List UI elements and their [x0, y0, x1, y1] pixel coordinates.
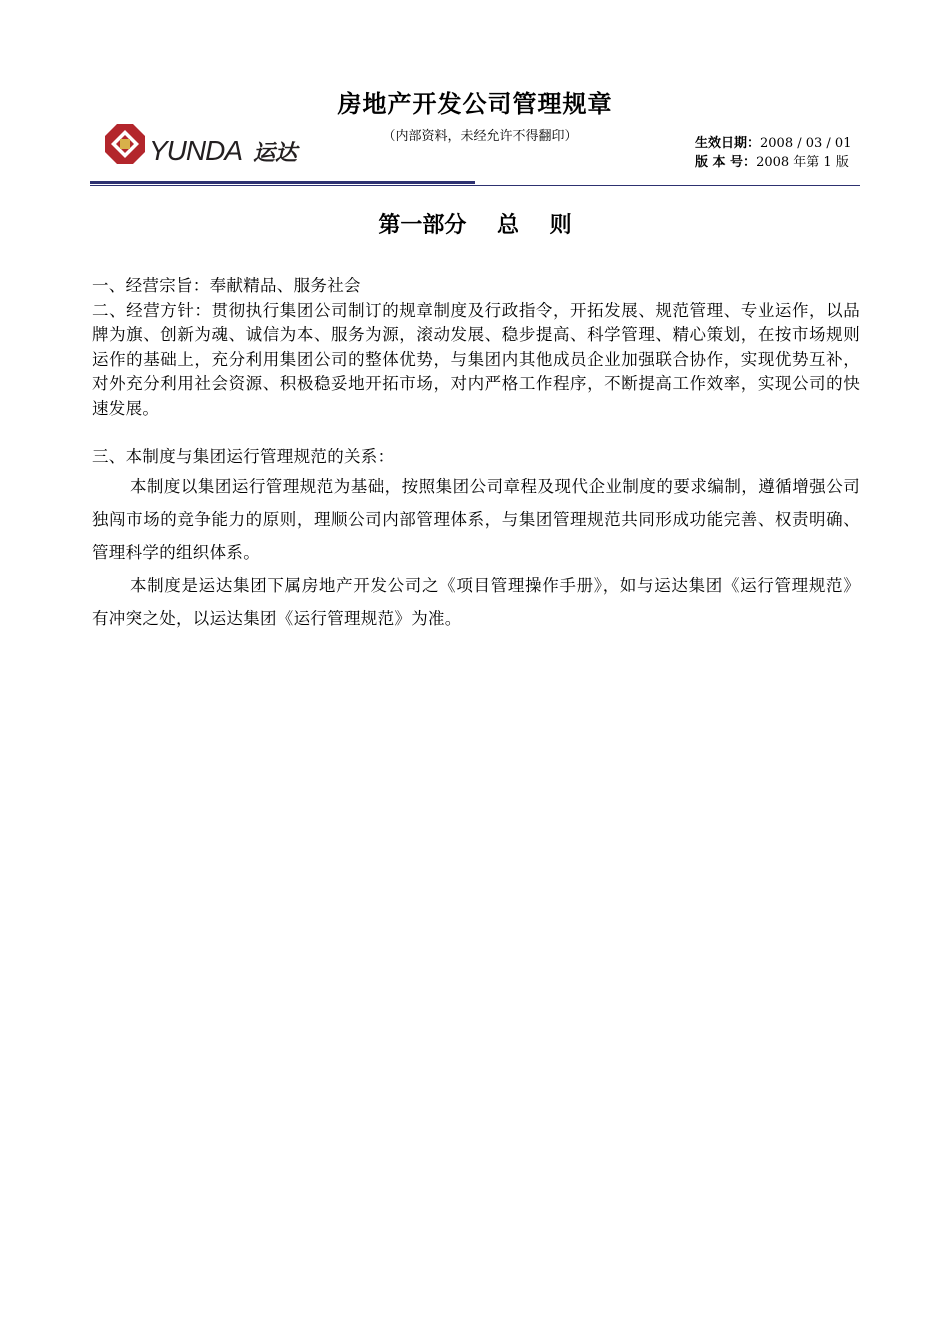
- svg-text:运达: 运达: [253, 141, 298, 166]
- svg-text:YUNDA: YUNDA: [149, 135, 243, 166]
- header-rule-thin: [90, 185, 860, 186]
- paragraph-relationship-heading: 三、本制度与集团运行管理规范的关系：: [92, 447, 395, 466]
- paragraph-business-purpose: 一、经营宗旨：奉献精品、服务社会: [92, 276, 361, 295]
- paragraph-precedence: 本制度是运达集团下属房地产开发公司之《项目管理操作手册》，如与运达集团《运行管理规范》有冲突之处，以运达集团《运行管理规范》为准。: [92, 575, 860, 628]
- document-subtitle: （内部资料，未经允许不得翻印）: [382, 129, 578, 144]
- section-title: 第一部分 总 则: [378, 213, 572, 238]
- version-row: [695, 153, 851, 172]
- document-body: [92, 274, 860, 635]
- effective-date-value: 2008 / 03 / 01: [760, 136, 852, 151]
- document-meta: [695, 134, 851, 172]
- yunda-logo: [103, 122, 313, 172]
- effective-date-row: [695, 134, 851, 153]
- paragraph-relationship-body: 本制度以集团运行管理规范为基础，按照集团公司章程及现代企业制度的要求编制，遵循增强公司独闯市场的竞争能力的原则，理顺公司内部管理体系，与集团管理规范共同形成功能完善、权责明确、管理科学的组织体系。: [92, 476, 860, 562]
- version-value: 2008 年第 1 版: [756, 155, 849, 170]
- paragraph-business-policy: 二、经营方针：贯彻执行集团公司制订的规章制度及行政指令，开拓发展、规范管理、专业运作，以品牌为旗、创新为魂、诚信为本、服务为源，滚动发展、稳步提高、科学管理、精心策划，在按市场规则运作的基础上，充分利用集团公司的整体优势，与集团内其他成员企业加强联合协作，实现优势互补，对外充分利用社会资源、积极稳妥地开拓市场，对内严格工作程序，不断提高工作效率，实现公司的快速发展。: [92, 300, 860, 418]
- header-rule-thick: [90, 181, 475, 184]
- document-title: 房地产开发公司管理规章: [337, 90, 613, 118]
- version-label: 版 本 号：: [695, 155, 757, 170]
- effective-date-label: 生效日期：: [695, 136, 761, 151]
